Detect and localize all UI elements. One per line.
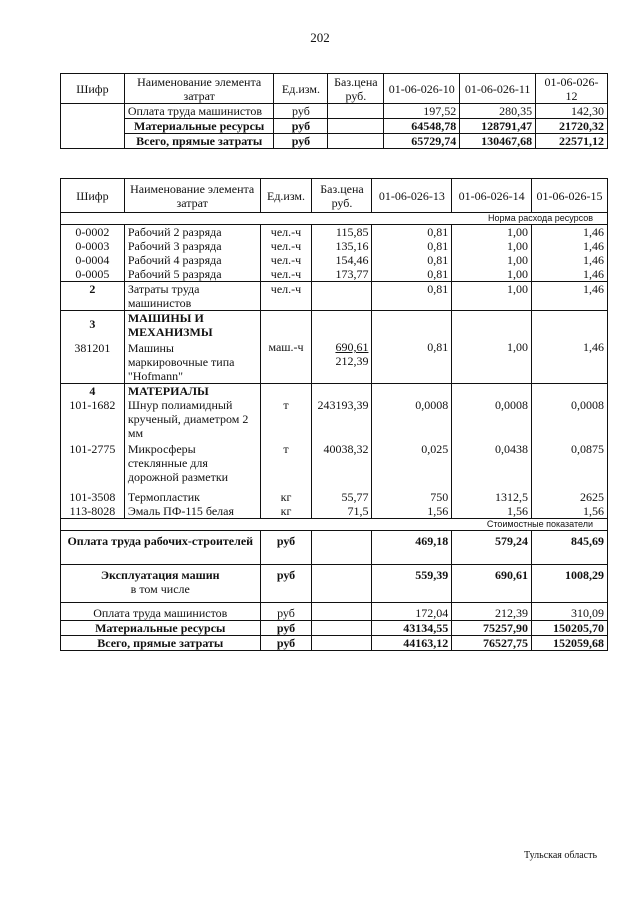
table-row	[61, 484, 608, 504]
row-value: 1,00	[452, 239, 532, 253]
row-value: 469,18	[372, 531, 452, 565]
row-value: 64548,78	[384, 119, 460, 134]
table-row	[61, 239, 608, 253]
row-price: 690,61 212,39	[312, 311, 372, 384]
row-code: 2	[61, 282, 125, 311]
table-row	[61, 603, 608, 621]
table-row	[61, 267, 608, 282]
row-name: Оплата труда машинистов	[124, 104, 274, 119]
table-row	[61, 504, 608, 519]
row-code: 0-0005	[61, 267, 125, 282]
row-code: 0-0003	[61, 239, 125, 253]
row-name: Оплата труда машинистов	[61, 603, 261, 621]
row-unit: маш.-ч	[260, 311, 312, 384]
row-price: 173,77	[312, 267, 372, 282]
table-header-row	[61, 74, 608, 104]
row-name: Микросферы стеклянные для дорожной разметки	[124, 440, 260, 484]
row-unit: руб	[260, 621, 312, 636]
row-unit: чел.-ч	[260, 239, 312, 253]
table-row	[61, 225, 608, 240]
row-code: 101-2775	[61, 440, 125, 484]
row-unit: руб	[260, 531, 312, 565]
row-unit: т	[260, 440, 312, 484]
row-code: 113-8028	[61, 504, 125, 519]
row-value: 690,61	[452, 565, 532, 603]
header-name: Наименование элемента затрат	[124, 179, 260, 213]
row-value: 1008,29	[532, 565, 608, 603]
row-unit: чел.-ч	[260, 253, 312, 267]
row-value: 0,81	[372, 267, 452, 282]
table-row	[61, 565, 608, 603]
header-unit: Ед.изм.	[274, 74, 328, 104]
page-number: 202	[310, 30, 330, 45]
row-name: Материальные ресурсы	[61, 621, 261, 636]
row-value: 65729,74	[384, 134, 460, 149]
row-value: 1,46	[532, 253, 608, 267]
row-value: 1,46	[532, 267, 608, 282]
header-price: Баз.цена руб.	[312, 179, 372, 213]
row-price: 115,85	[312, 225, 372, 240]
row-value: 1,00	[452, 282, 532, 311]
row-value: 0,81	[372, 311, 452, 384]
header-col-15: 01-06-026-15	[532, 179, 608, 213]
header-col-14: 01-06-026-14	[452, 179, 532, 213]
header-unit: Ед.изм.	[260, 179, 312, 213]
row-value: 1,46	[532, 282, 608, 311]
row-price: 55,77	[312, 484, 372, 504]
row-code: 0-0004	[61, 253, 125, 267]
norm-caption: Норма расхода ресурсов	[61, 213, 608, 225]
header-code: Шифр	[61, 74, 125, 104]
row-value: 0,0008	[372, 384, 452, 441]
row-unit: чел.-ч	[260, 225, 312, 240]
header-col-11: 01-06-026-11	[460, 74, 536, 104]
row-value: 845,69	[532, 531, 608, 565]
row-value: 0,81	[372, 225, 452, 240]
row-value: 559,39	[372, 565, 452, 603]
row-unit: руб	[274, 134, 328, 149]
row-name: Рабочий 2 разряда	[124, 225, 260, 240]
row-name: МАШИНЫ И МЕХАНИЗМЫ Машины маркировочные типа "Hofmann"	[124, 311, 260, 384]
row-value: 197,52	[384, 104, 460, 119]
row-unit: руб	[260, 636, 312, 651]
header-code: Шифр	[61, 179, 125, 213]
row-name: Всего, прямые затраты	[124, 134, 274, 149]
row-value: 0,81	[372, 239, 452, 253]
row-value: 150205,70	[532, 621, 608, 636]
row-value: 172,04	[372, 603, 452, 621]
row-value: 2625	[532, 484, 608, 504]
row-unit: чел.-ч	[260, 267, 312, 282]
table-row	[61, 440, 608, 484]
row-price: 71,5	[312, 504, 372, 519]
cost-caption: Стоимостные показатели	[61, 519, 608, 531]
row-name: Эксплуатация машин в том числе	[61, 565, 261, 603]
row-name: Рабочий 5 разряда	[124, 267, 260, 282]
row-value: 1,46	[532, 311, 608, 384]
row-unit: руб	[260, 603, 312, 621]
table-row	[61, 636, 608, 651]
row-value: 1312,5	[452, 484, 532, 504]
row-name: Рабочий 3 разряда	[124, 239, 260, 253]
row-value: 1,00	[452, 253, 532, 267]
header-col-10: 01-06-026-10	[384, 74, 460, 104]
row-name: МАТЕРИАЛЫ Шнур полиамидный крученый, диаметром 2 мм	[124, 384, 260, 441]
table-row	[61, 282, 608, 311]
row-value: 1,46	[532, 239, 608, 253]
row-value: 142,30	[536, 104, 608, 119]
row-value: 0,0875	[532, 440, 608, 484]
table-row	[61, 531, 608, 565]
cost-table-main	[60, 178, 608, 651]
row-value: 76527,75	[452, 636, 532, 651]
row-price: 243193,39	[312, 384, 372, 441]
section-title-materials: МАТЕРИАЛЫ	[127, 384, 209, 398]
row-unit: руб	[274, 119, 328, 134]
table-row	[61, 621, 608, 636]
table-row	[61, 311, 608, 384]
header-price: Баз.цена руб.	[328, 74, 384, 104]
row-code: 4 101-1682	[61, 384, 125, 441]
row-value: 750	[372, 484, 452, 504]
row-value: 212,39	[452, 603, 532, 621]
row-value: 0,0438	[452, 440, 532, 484]
row-value: 44163,12	[372, 636, 452, 651]
footer-region: Тульская область	[524, 850, 598, 861]
table-row	[61, 119, 608, 134]
row-value: 1,56	[372, 504, 452, 519]
row-price: 40038,32	[312, 440, 372, 484]
row-name: Термопластик	[124, 484, 260, 504]
row-name: Оплата труда рабочих-строителей	[61, 531, 261, 565]
row-unit: кг	[260, 484, 312, 504]
table-row	[61, 253, 608, 267]
table-row	[61, 384, 608, 441]
row-value: 0,81	[372, 282, 452, 311]
row-value: 1,56	[532, 504, 608, 519]
row-price: 135,16	[312, 239, 372, 253]
row-value: 130467,68	[460, 134, 536, 149]
row-value: 152059,68	[532, 636, 608, 651]
row-value: 21720,32	[536, 119, 608, 134]
row-value: 280,35	[460, 104, 536, 119]
row-value: 310,09	[532, 603, 608, 621]
table-row	[61, 104, 608, 119]
row-code: 0-0002	[61, 225, 125, 240]
row-value: 75257,90	[452, 621, 532, 636]
row-unit: чел.-ч	[260, 282, 312, 311]
cost-table-top	[60, 73, 608, 149]
row-value: 1,00	[452, 225, 532, 240]
header-name: Наименование элемента затрат	[124, 74, 274, 104]
row-value: 0,81	[372, 253, 452, 267]
table-header-row	[61, 179, 608, 213]
row-unit: кг	[260, 504, 312, 519]
row-value: 0,0008	[452, 384, 532, 441]
row-value: 128791,47	[460, 119, 536, 134]
table-row	[61, 134, 608, 149]
header-col-13: 01-06-026-13	[372, 179, 452, 213]
row-value: 0,025	[372, 440, 452, 484]
section-title-machines: МАШИНЫ И МЕХАНИЗМЫ	[127, 311, 213, 339]
row-name: Рабочий 4 разряда	[124, 253, 260, 267]
row-value: 1,00	[452, 311, 532, 384]
header-col-12: 01-06-026-12	[536, 74, 608, 104]
row-value: 1,56	[452, 504, 532, 519]
row-value: 0,0008	[532, 384, 608, 441]
row-value: 22571,12	[536, 134, 608, 149]
row-value: 43134,55	[372, 621, 452, 636]
row-name: Затраты труда машинистов	[124, 282, 260, 311]
row-code: 3 381201	[61, 311, 125, 384]
row-unit: руб	[260, 565, 312, 603]
row-value: 1,46	[532, 225, 608, 240]
row-name: Эмаль ПФ-115 белая	[124, 504, 260, 519]
row-unit: т	[260, 384, 312, 441]
row-value: 1,00	[452, 267, 532, 282]
row-name: Материальные ресурсы	[124, 119, 274, 134]
row-price: 154,46	[312, 253, 372, 267]
row-code: 101-3508	[61, 484, 125, 504]
row-name: Всего, прямые затраты	[61, 636, 261, 651]
row-unit: руб	[274, 104, 328, 119]
row-value: 579,24	[452, 531, 532, 565]
